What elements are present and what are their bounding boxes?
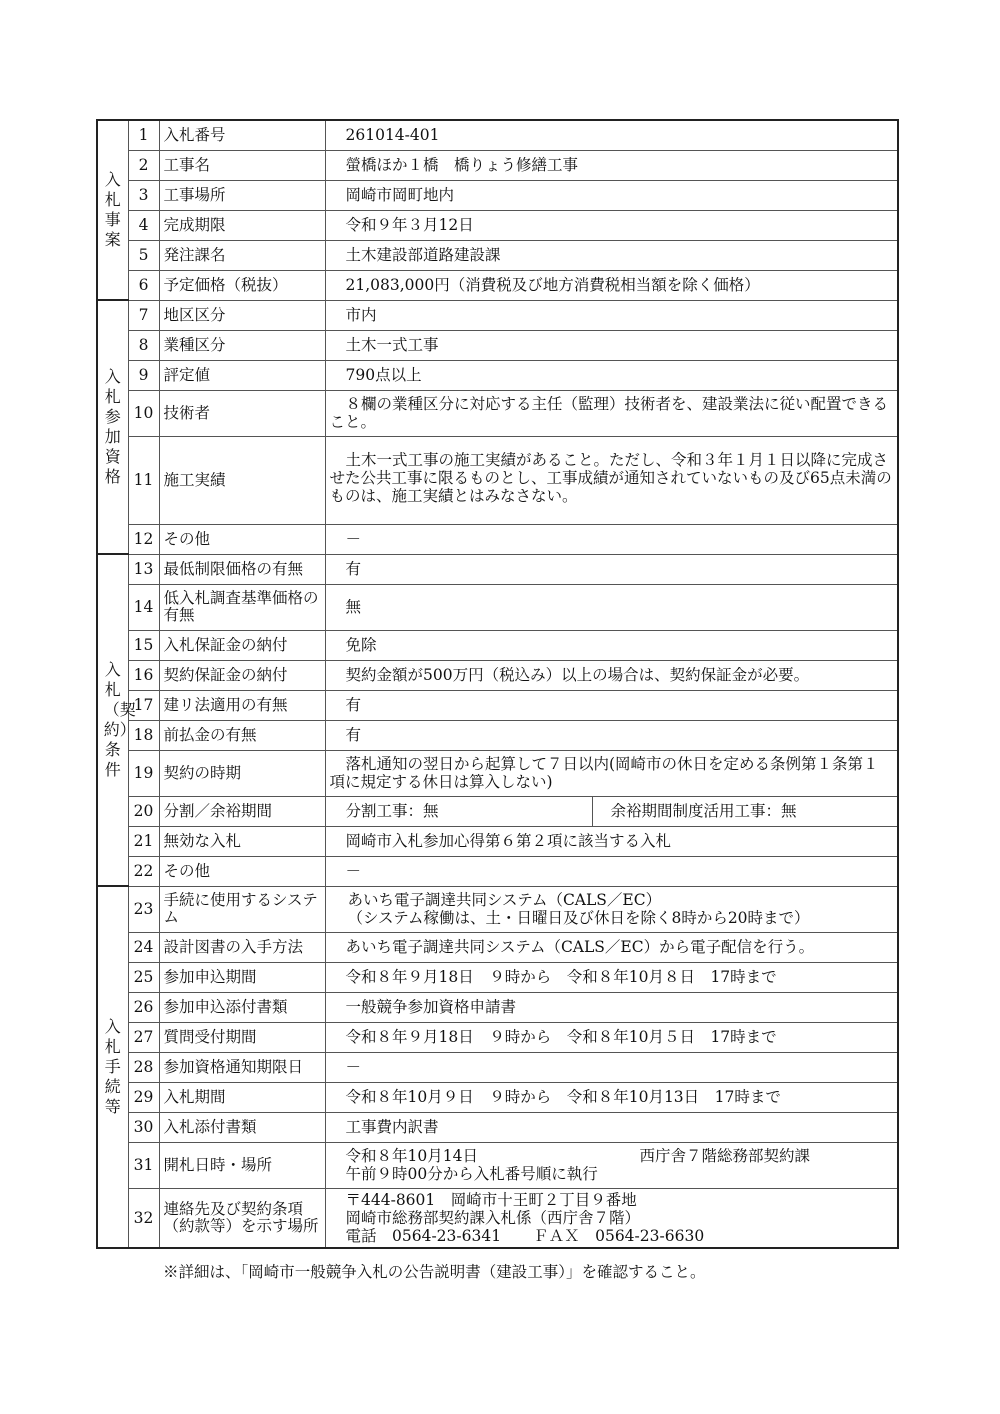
row-value: 工事費内訳書 [325, 1112, 898, 1142]
row-number: 14 [128, 584, 159, 630]
table-row [97, 300, 898, 330]
section-label: 入札参加資格 [97, 300, 128, 554]
row-value: 螢橋ほか１橋 橋りょう修繕工事 [325, 150, 898, 180]
row-label: 契約保証金の納付 [159, 660, 325, 690]
row-value: あいち電子調達共同システム（CALS／EC）から電子配信を行う。 [325, 932, 898, 962]
row-value: 21,083,000円（消費税及び地方消費税相当額を除く価格） [325, 270, 898, 300]
table-row [97, 1022, 898, 1052]
row-label: 設計図書の入手方法 [159, 932, 325, 962]
row-label: 発注課名 [159, 240, 325, 270]
row-number: 32 [128, 1188, 159, 1248]
table-row [97, 720, 898, 750]
row-number: 7 [128, 300, 159, 330]
row-value-secondary: 余裕期間制度活用工事：無 [592, 796, 898, 826]
row-value: 有 [325, 720, 898, 750]
row-number: 24 [128, 932, 159, 962]
row-value-line: 午前９時00分から入札番号順に執行 [345, 1165, 598, 1183]
row-label: 連絡先及び契約条項（約款等）を示す場所 [159, 1188, 325, 1248]
row-label: 完成期限 [159, 210, 325, 240]
row-label: 手続に使用するシステム [159, 886, 325, 932]
row-number: 31 [128, 1142, 159, 1188]
row-value: 土木一式工事 [325, 330, 898, 360]
row-value: － [325, 856, 898, 886]
row-label: その他 [159, 856, 325, 886]
row-label: 低入札調査基準価格の有無 [159, 584, 325, 630]
row-value: 土木建設部道路建設課 [325, 240, 898, 270]
row-value-line: あいち電子調達共同システム（CALS／EC） [347, 891, 662, 909]
row-value: 有 [325, 690, 898, 720]
row-value: 免除 [325, 630, 898, 660]
row-label: 最低制限価格の有無 [159, 554, 325, 584]
table-row [97, 992, 898, 1022]
row-value: 契約金額が500万円（税込み）以上の場合は、契約保証金が必要。 [325, 660, 898, 690]
row-number: 3 [128, 180, 159, 210]
row-value: 無 [325, 584, 898, 630]
row-number: 30 [128, 1112, 159, 1142]
table-row [97, 360, 898, 390]
row-number: 12 [128, 524, 159, 554]
row-number: 13 [128, 554, 159, 584]
row-number: 20 [128, 796, 159, 826]
fax-number: ＦＡＸ 0564-23-6630 [533, 1226, 705, 1245]
row-value: － [325, 524, 898, 554]
row-label: 入札期間 [159, 1082, 325, 1112]
table-row [97, 524, 898, 554]
table-row [97, 270, 898, 300]
row-label: 開札日時・場所 [159, 1142, 325, 1188]
table-row [97, 554, 898, 584]
row-value-line: 岡崎市総務部契約課入札係（西庁舎７階） [345, 1208, 641, 1227]
row-value: 一般競争参加資格申請書 [325, 992, 898, 1022]
table-row [97, 240, 898, 270]
row-value-line: 〒444-8601 岡崎市十王町２丁目９番地 [345, 1190, 637, 1209]
row-label: 契約の時期 [159, 750, 325, 796]
table-row [97, 630, 898, 660]
row-number: 1 [128, 120, 159, 150]
table-row [97, 1052, 898, 1082]
table-row [97, 886, 898, 932]
row-value: 261014-401 [325, 120, 898, 150]
table-row [97, 750, 898, 796]
row-number: 25 [128, 962, 159, 992]
table-row [97, 210, 898, 240]
row-label: 無効な入札 [159, 826, 325, 856]
section-label: 入札手続等 [97, 886, 128, 1248]
row-label: 業種区分 [159, 330, 325, 360]
row-label: 入札添付書類 [159, 1112, 325, 1142]
table-row [97, 826, 898, 856]
row-label: 工事名 [159, 150, 325, 180]
row-number: 11 [128, 436, 159, 524]
row-number: 6 [128, 270, 159, 300]
row-label: 評定値 [159, 360, 325, 390]
row-value: 有 [325, 554, 898, 584]
row-value-date: 令和８年10月14日 [345, 1147, 478, 1165]
table-row [97, 932, 898, 962]
table-row [97, 962, 898, 992]
row-label: 予定価格（税抜） [159, 270, 325, 300]
footnote: ※詳細は、「岡崎市一般競争入札の公告説明書（建設工事）」を確認すること。 [163, 1263, 706, 1281]
row-number: 5 [128, 240, 159, 270]
row-value-line [346, 1147, 894, 1165]
row-number: 28 [128, 1052, 159, 1082]
row-label: 建リ法適用の有無 [159, 690, 325, 720]
row-value [325, 1188, 898, 1248]
row-value-line: （システム稼働は、土・日曜日及び休日を除く8時から20時まで） [347, 909, 810, 927]
row-label: その他 [159, 524, 325, 554]
row-value [325, 886, 898, 932]
row-label: 施工実績 [159, 436, 325, 524]
table-row [97, 856, 898, 886]
row-number: 9 [128, 360, 159, 390]
phone-number: 電話 0564-23-6341 [345, 1226, 502, 1245]
row-number: 27 [128, 1022, 159, 1052]
row-number: 23 [128, 886, 159, 932]
row-number: 22 [128, 856, 159, 886]
row-label: 地区区分 [159, 300, 325, 330]
row-number: 8 [128, 330, 159, 360]
row-value: 市内 [325, 300, 898, 330]
table-row [97, 150, 898, 180]
row-number: 4 [128, 210, 159, 240]
row-number: 18 [128, 720, 159, 750]
row-value: 790点以上 [325, 360, 898, 390]
table-row [97, 1082, 898, 1112]
bid-notice-table [96, 119, 899, 1249]
row-number: 10 [128, 390, 159, 436]
row-value: 岡崎市入札参加心得第６第２項に該当する入札 [325, 826, 898, 856]
row-value: 落札通知の翌日から起算して７日以内(岡崎市の休日を定める条例第１条第１項に規定する休日は算入しない) [325, 750, 898, 796]
row-label: 分割／余裕期間 [159, 796, 325, 826]
table-row [97, 584, 898, 630]
row-value: ８欄の業種区分に対応する主任（監理）技術者を、建設業法に従い配置できること。 [325, 390, 898, 436]
row-label: 入札番号 [159, 120, 325, 150]
row-label: 質問受付期間 [159, 1022, 325, 1052]
row-number: 2 [128, 150, 159, 180]
row-number: 21 [128, 826, 159, 856]
row-value: 令和８年９月18日 ９時から 令和８年10月５日 17時まで [325, 1022, 898, 1052]
row-value: 令和８年９月18日 ９時から 令和８年10月８日 17時まで [325, 962, 898, 992]
row-label: 入札保証金の納付 [159, 630, 325, 660]
table-row [97, 1112, 898, 1142]
table-row [97, 120, 898, 150]
row-value [325, 1142, 898, 1188]
table-row [97, 690, 898, 720]
row-label: 参加申込添付書類 [159, 992, 325, 1022]
table-row [97, 796, 898, 826]
row-value: 分割工事：無 [325, 796, 592, 826]
row-number: 19 [128, 750, 159, 796]
row-label: 参加申込期間 [159, 962, 325, 992]
table-row [97, 390, 898, 436]
row-number: 16 [128, 660, 159, 690]
table-row [97, 660, 898, 690]
row-value: － [325, 1052, 898, 1082]
row-value: 令和８年10月９日 ９時から 令和８年10月13日 17時まで [325, 1082, 898, 1112]
table-row [97, 1188, 898, 1248]
bid-notice-table-container [96, 119, 897, 1249]
row-value-place: 西庁舎７階総務部契約課 [639, 1147, 811, 1165]
row-label: 技術者 [159, 390, 325, 436]
row-number: 26 [128, 992, 159, 1022]
row-number: 17 [128, 690, 159, 720]
table-row [97, 1142, 898, 1188]
row-number: 29 [128, 1082, 159, 1112]
row-label: 工事場所 [159, 180, 325, 210]
table-row [97, 436, 898, 524]
row-label: 前払金の有無 [159, 720, 325, 750]
table-row [97, 180, 898, 210]
table-row [97, 330, 898, 360]
row-value: 令和９年３月12日 [325, 210, 898, 240]
section-label: 入札（契約）条件 [97, 554, 128, 886]
row-value-line [346, 1227, 894, 1245]
row-value: 土木一式工事の施工実績があること。ただし、令和３年１月１日以降に完成させた公共工事に限るものとし、工事成績が通知されていないもの及び65点未満のものは、施工実績とはみなさない。 [325, 436, 898, 524]
row-label: 参加資格通知期限日 [159, 1052, 325, 1082]
row-value: 岡崎市岡町地内 [325, 180, 898, 210]
section-label: 入札事案 [97, 120, 128, 300]
row-number: 15 [128, 630, 159, 660]
